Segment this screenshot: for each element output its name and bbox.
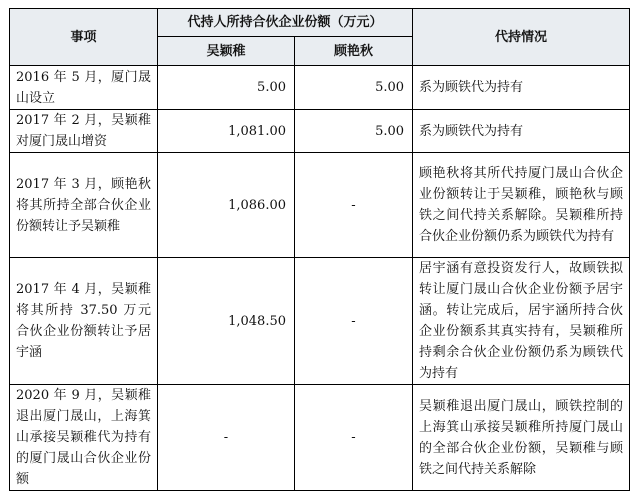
person-a-value: 1,086.00 xyxy=(158,153,295,258)
situation-cell: 居宇涵有意投资发行人，故顾铁拟转让厦门晟山合伙企业份额予居宇涵。转让完成后，居宇涵所持合伙企业份额系其真实持有，吴颖稚所持剩余合伙企业份额仍系为顾铁代为持有 xyxy=(413,258,630,385)
share-holding-table xyxy=(9,8,630,491)
header-person-a: 吴颖稚 xyxy=(158,37,295,66)
header-shares-group: 代持人所持合伙企业份额（万元） xyxy=(158,9,413,37)
event-cell: 2017 年 2 月，吴颖稚对厦门晟山增资 xyxy=(10,110,158,153)
table-row xyxy=(10,66,630,110)
header-person-b: 顾艳秋 xyxy=(295,37,413,66)
table-row xyxy=(10,258,630,385)
situation-cell: 系为顾铁代为持有 xyxy=(413,110,630,153)
event-cell: 2020 年 9 月，吴颖稚退出厦门晟山，上海箕山承接吴颖稚代为持有的厦门晟山合伙企业份额 xyxy=(10,385,158,491)
situation-cell: 系为顾铁代为持有 xyxy=(413,66,630,110)
table-row xyxy=(10,110,630,153)
person-b-value: 5.00 xyxy=(295,66,413,110)
table-row xyxy=(10,153,630,258)
event-cell: 2016 年 5 月，厦门晟山设立 xyxy=(10,66,158,110)
table-row xyxy=(10,385,630,491)
header-event: 事项 xyxy=(10,9,158,66)
person-b-value: - xyxy=(295,258,413,385)
event-cell: 2017 年 3 月，顾艳秋将其所持全部合伙企业份额转让予吴颖稚 xyxy=(10,153,158,258)
header-situation: 代持情况 xyxy=(413,9,630,66)
person-b-value: - xyxy=(295,385,413,491)
person-a-value: 5.00 xyxy=(158,66,295,110)
person-b-value: 5.00 xyxy=(295,110,413,153)
person-a-value: - xyxy=(158,385,295,491)
person-a-value: 1,081.00 xyxy=(158,110,295,153)
event-cell: 2017 年 4 月，吴颖稚将其所持 37.50 万元合伙企业份额转让予居宇涵 xyxy=(10,258,158,385)
situation-cell: 顾艳秋将其所代持厦门晟山合伙企业份额转让于吴颖稚，顾艳秋与顾铁之间代持关系解除。吴颖稚所持合伙企业份额仍系为顾铁代为持有 xyxy=(413,153,630,258)
person-b-value: - xyxy=(295,153,413,258)
situation-cell: 吴颖稚退出厦门晟山，顾铁控制的上海箕山承接吴颖稚所持厦门晟山的全部合伙企业份额，吴颖稚与顾铁之间代持关系解除 xyxy=(413,385,630,491)
person-a-value: 1,048.50 xyxy=(158,258,295,385)
